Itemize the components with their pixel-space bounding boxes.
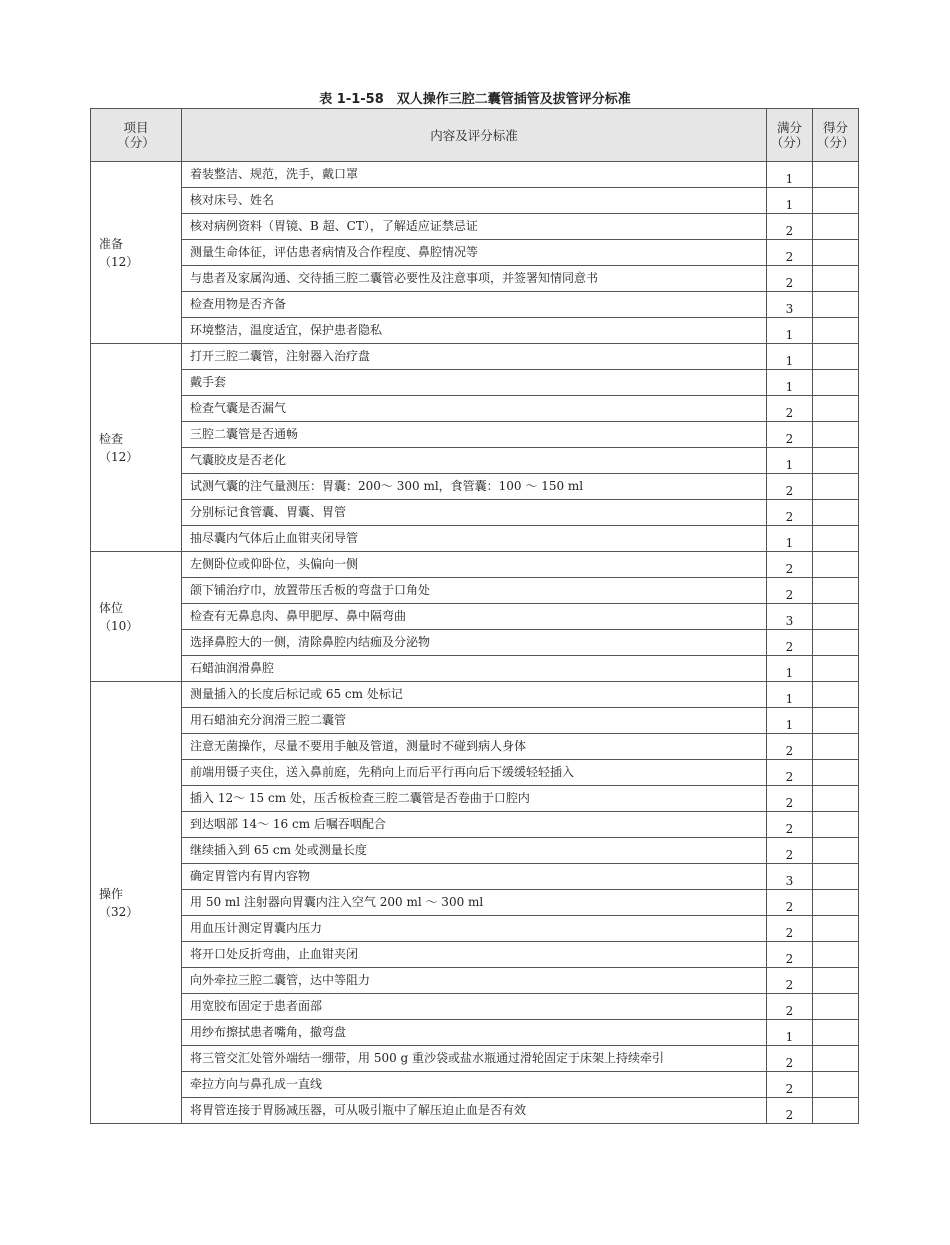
criteria-text: 戴手套 (182, 370, 767, 396)
criteria-text: 用纱布擦拭患者嘴角，撤弯盘 (182, 1020, 767, 1046)
full-score-value: 2 (767, 552, 813, 578)
criteria-text: 石蜡油润滑鼻腔 (182, 656, 767, 682)
full-score-value: 1 (767, 318, 813, 344)
criteria-text: 插入 12～ 15 cm 处，压舌板检查三腔二囊管是否卷曲于口腔内 (182, 786, 767, 812)
criteria-text: 分别标记食管囊、胃囊、胃管 (182, 500, 767, 526)
criteria-text: 核对床号、姓名 (182, 188, 767, 214)
section-points: （10） (99, 618, 139, 633)
full-score-value: 2 (767, 994, 813, 1020)
score-cell[interactable] (813, 214, 859, 240)
full-score-value: 2 (767, 240, 813, 266)
score-cell[interactable] (813, 916, 859, 942)
full-score-value: 1 (767, 370, 813, 396)
table-row (91, 708, 859, 734)
full-score-value: 1 (767, 708, 813, 734)
score-cell[interactable] (813, 188, 859, 214)
table-row (91, 942, 859, 968)
table-row (91, 1072, 859, 1098)
full-score-value: 2 (767, 942, 813, 968)
header-full-line2: （分） (770, 135, 809, 150)
score-cell[interactable] (813, 344, 859, 370)
criteria-text: 试测气囊的注气量测压：胃囊：200～ 300 ml，食管囊：100 ～ 150 ml (182, 474, 767, 500)
table-row (91, 734, 859, 760)
full-score-value: 1 (767, 526, 813, 552)
table-row (91, 422, 859, 448)
table-row (91, 266, 859, 292)
full-score-value: 2 (767, 266, 813, 292)
criteria-text: 测量生命体征，评估患者病情及合作程度、鼻腔情况等 (182, 240, 767, 266)
table-row (91, 292, 859, 318)
section-label (91, 682, 182, 1124)
table-row (91, 656, 859, 682)
full-score-value: 2 (767, 396, 813, 422)
section-name: 体位 (99, 600, 124, 615)
full-score-value: 2 (767, 1072, 813, 1098)
score-cell[interactable] (813, 292, 859, 318)
score-cell[interactable] (813, 994, 859, 1020)
criteria-text: 环境整洁，温度适宜，保护患者隐私 (182, 318, 767, 344)
header-item (91, 109, 182, 162)
header-content: 内容及评分标准 (182, 109, 767, 162)
score-cell[interactable] (813, 942, 859, 968)
section-points: （32） (99, 904, 139, 919)
score-cell[interactable] (813, 162, 859, 188)
table-row (91, 890, 859, 916)
score-cell[interactable] (813, 448, 859, 474)
full-score-value: 2 (767, 214, 813, 240)
section-points: （12） (99, 254, 139, 269)
score-cell[interactable] (813, 864, 859, 890)
table-row (91, 630, 859, 656)
criteria-text: 牵拉方向与鼻孔成一直线 (182, 1072, 767, 1098)
full-score-value: 2 (767, 630, 813, 656)
score-cell[interactable] (813, 630, 859, 656)
full-score-value: 2 (767, 786, 813, 812)
criteria-text: 用 50 ml 注射器向胃囊内注入空气 200 ml ～ 300 ml (182, 890, 767, 916)
table-row (91, 578, 859, 604)
full-score-value: 2 (767, 500, 813, 526)
table-row (91, 500, 859, 526)
table-row (91, 916, 859, 942)
score-cell[interactable] (813, 838, 859, 864)
criteria-text: 注意无菌操作，尽量不要用手触及管道，测量时不碰到病人身体 (182, 734, 767, 760)
score-cell[interactable] (813, 1098, 859, 1124)
header-score-line2: （分） (816, 135, 855, 150)
score-cell[interactable] (813, 240, 859, 266)
full-score-value: 2 (767, 968, 813, 994)
score-cell[interactable] (813, 370, 859, 396)
header-full-score (767, 109, 813, 162)
criteria-text: 检查有无鼻息肉、鼻甲肥厚、鼻中隔弯曲 (182, 604, 767, 630)
full-score-value: 1 (767, 656, 813, 682)
score-cell[interactable] (813, 812, 859, 838)
criteria-text: 打开三腔二囊管，注射器入治疗盘 (182, 344, 767, 370)
table-row (91, 214, 859, 240)
score-cell[interactable] (813, 578, 859, 604)
score-cell[interactable] (813, 1072, 859, 1098)
full-score-value: 1 (767, 448, 813, 474)
score-cell[interactable] (813, 318, 859, 344)
table-row (91, 552, 859, 578)
criteria-text: 继续插入到 65 cm 处或测量长度 (182, 838, 767, 864)
table-row (91, 760, 859, 786)
table-row (91, 188, 859, 214)
full-score-value: 2 (767, 812, 813, 838)
table-row (91, 344, 859, 370)
table-row (91, 240, 859, 266)
full-score-value: 2 (767, 734, 813, 760)
score-cell[interactable] (813, 968, 859, 994)
section-name: 操作 (99, 886, 124, 901)
criteria-text: 到达咽部 14～ 16 cm 后嘱吞咽配合 (182, 812, 767, 838)
section-label (91, 162, 182, 344)
score-cell[interactable] (813, 604, 859, 630)
full-score-value: 1 (767, 682, 813, 708)
full-score-value: 2 (767, 1098, 813, 1124)
score-cell[interactable] (813, 266, 859, 292)
table-row (91, 526, 859, 552)
criteria-text: 核对病例资料（胃镜、B 超、CT），了解适应证禁忌证 (182, 214, 767, 240)
criteria-text: 左侧卧位或仰卧位，头偏向一侧 (182, 552, 767, 578)
score-cell[interactable] (813, 1046, 859, 1072)
criteria-text: 用石蜡油充分润滑三腔二囊管 (182, 708, 767, 734)
table-row (91, 786, 859, 812)
criteria-text: 抽尽囊内气体后止血钳夹闭导管 (182, 526, 767, 552)
score-cell[interactable] (813, 474, 859, 500)
criteria-text: 将三管交汇处管外端结一绷带，用 500 g 重沙袋或盐水瓶通过滑轮固定于床架上持续牵引 (182, 1046, 767, 1072)
score-cell[interactable] (813, 786, 859, 812)
full-score-value: 2 (767, 474, 813, 500)
score-cell[interactable] (813, 422, 859, 448)
header-score-line1: 得分 (822, 120, 848, 135)
score-cell[interactable] (813, 656, 859, 682)
header-full-line1: 满分 (776, 120, 802, 135)
table-row (91, 994, 859, 1020)
criteria-text: 检查用物是否齐备 (182, 292, 767, 318)
criteria-text: 确定胃管内有胃内容物 (182, 864, 767, 890)
header-item-line1: 项目 (123, 120, 149, 135)
criteria-text: 向外牵拉三腔二囊管，达中等阻力 (182, 968, 767, 994)
table-row (91, 864, 859, 890)
score-cell[interactable] (813, 526, 859, 552)
score-cell[interactable] (813, 396, 859, 422)
score-cell[interactable] (813, 500, 859, 526)
section-label (91, 552, 182, 682)
full-score-value: 2 (767, 838, 813, 864)
table-row (91, 1046, 859, 1072)
criteria-text: 测量插入的长度后标记或 65 cm 处标记 (182, 682, 767, 708)
full-score-value: 2 (767, 916, 813, 942)
full-score-value: 3 (767, 864, 813, 890)
table-row (91, 604, 859, 630)
full-score-value: 3 (767, 604, 813, 630)
criteria-text: 气囊胶皮是否老化 (182, 448, 767, 474)
criteria-text: 颌下铺治疗巾，放置带压舌板的弯盘于口角处 (182, 578, 767, 604)
full-score-value: 2 (767, 760, 813, 786)
full-score-value: 2 (767, 578, 813, 604)
section-label (91, 344, 182, 552)
full-score-value: 1 (767, 188, 813, 214)
criteria-text: 着装整洁、规范，洗手，戴口罩 (182, 162, 767, 188)
full-score-value: 1 (767, 344, 813, 370)
criteria-text: 用血压计测定胃囊内压力 (182, 916, 767, 942)
table-row (91, 370, 859, 396)
table-row (91, 968, 859, 994)
table-row (91, 682, 859, 708)
criteria-text: 三腔二囊管是否通畅 (182, 422, 767, 448)
score-cell[interactable] (813, 734, 859, 760)
score-cell[interactable] (813, 682, 859, 708)
table-row (91, 812, 859, 838)
section-name: 准备 (99, 236, 124, 251)
table-title: 表 1-1-58 双人操作三腔二囊管插管及拔管评分标准 (319, 92, 631, 107)
full-score-value: 1 (767, 162, 813, 188)
criteria-text: 检查气囊是否漏气 (182, 396, 767, 422)
score-cell[interactable] (813, 552, 859, 578)
section-points: （12） (99, 449, 139, 464)
table-row (91, 396, 859, 422)
score-cell[interactable] (813, 760, 859, 786)
full-score-value: 2 (767, 890, 813, 916)
criteria-text: 选择鼻腔大的一侧，清除鼻腔内结痂及分泌物 (182, 630, 767, 656)
full-score-value: 2 (767, 422, 813, 448)
header-score (813, 109, 859, 162)
score-cell[interactable] (813, 1020, 859, 1046)
full-score-value: 1 (767, 1020, 813, 1046)
score-cell[interactable] (813, 890, 859, 916)
table-row (91, 1020, 859, 1046)
criteria-text: 用宽胶布固定于患者面部 (182, 994, 767, 1020)
full-score-value: 2 (767, 1046, 813, 1072)
table-row (91, 318, 859, 344)
table-row (91, 1098, 859, 1124)
criteria-text: 将开口处反折弯曲，止血钳夹闭 (182, 942, 767, 968)
table-row (91, 474, 859, 500)
criteria-text: 与患者及家属沟通、交待插三腔二囊管必要性及注意事项，并签署知情同意书 (182, 266, 767, 292)
score-cell[interactable] (813, 708, 859, 734)
header-item-line2: （分） (117, 135, 155, 150)
criteria-text: 将胃管连接于胃肠减压器，可从吸引瓶中了解压迫止血是否有效 (182, 1098, 767, 1124)
table-row (91, 838, 859, 864)
full-score-value: 3 (767, 292, 813, 318)
criteria-text: 前端用镊子夹住，送入鼻前庭，先稍向上而后平行再向后下缓缓轻轻插入 (182, 760, 767, 786)
scoring-table (90, 108, 859, 1124)
section-name: 检查 (99, 431, 124, 446)
table-row (91, 448, 859, 474)
table-row (91, 162, 859, 188)
